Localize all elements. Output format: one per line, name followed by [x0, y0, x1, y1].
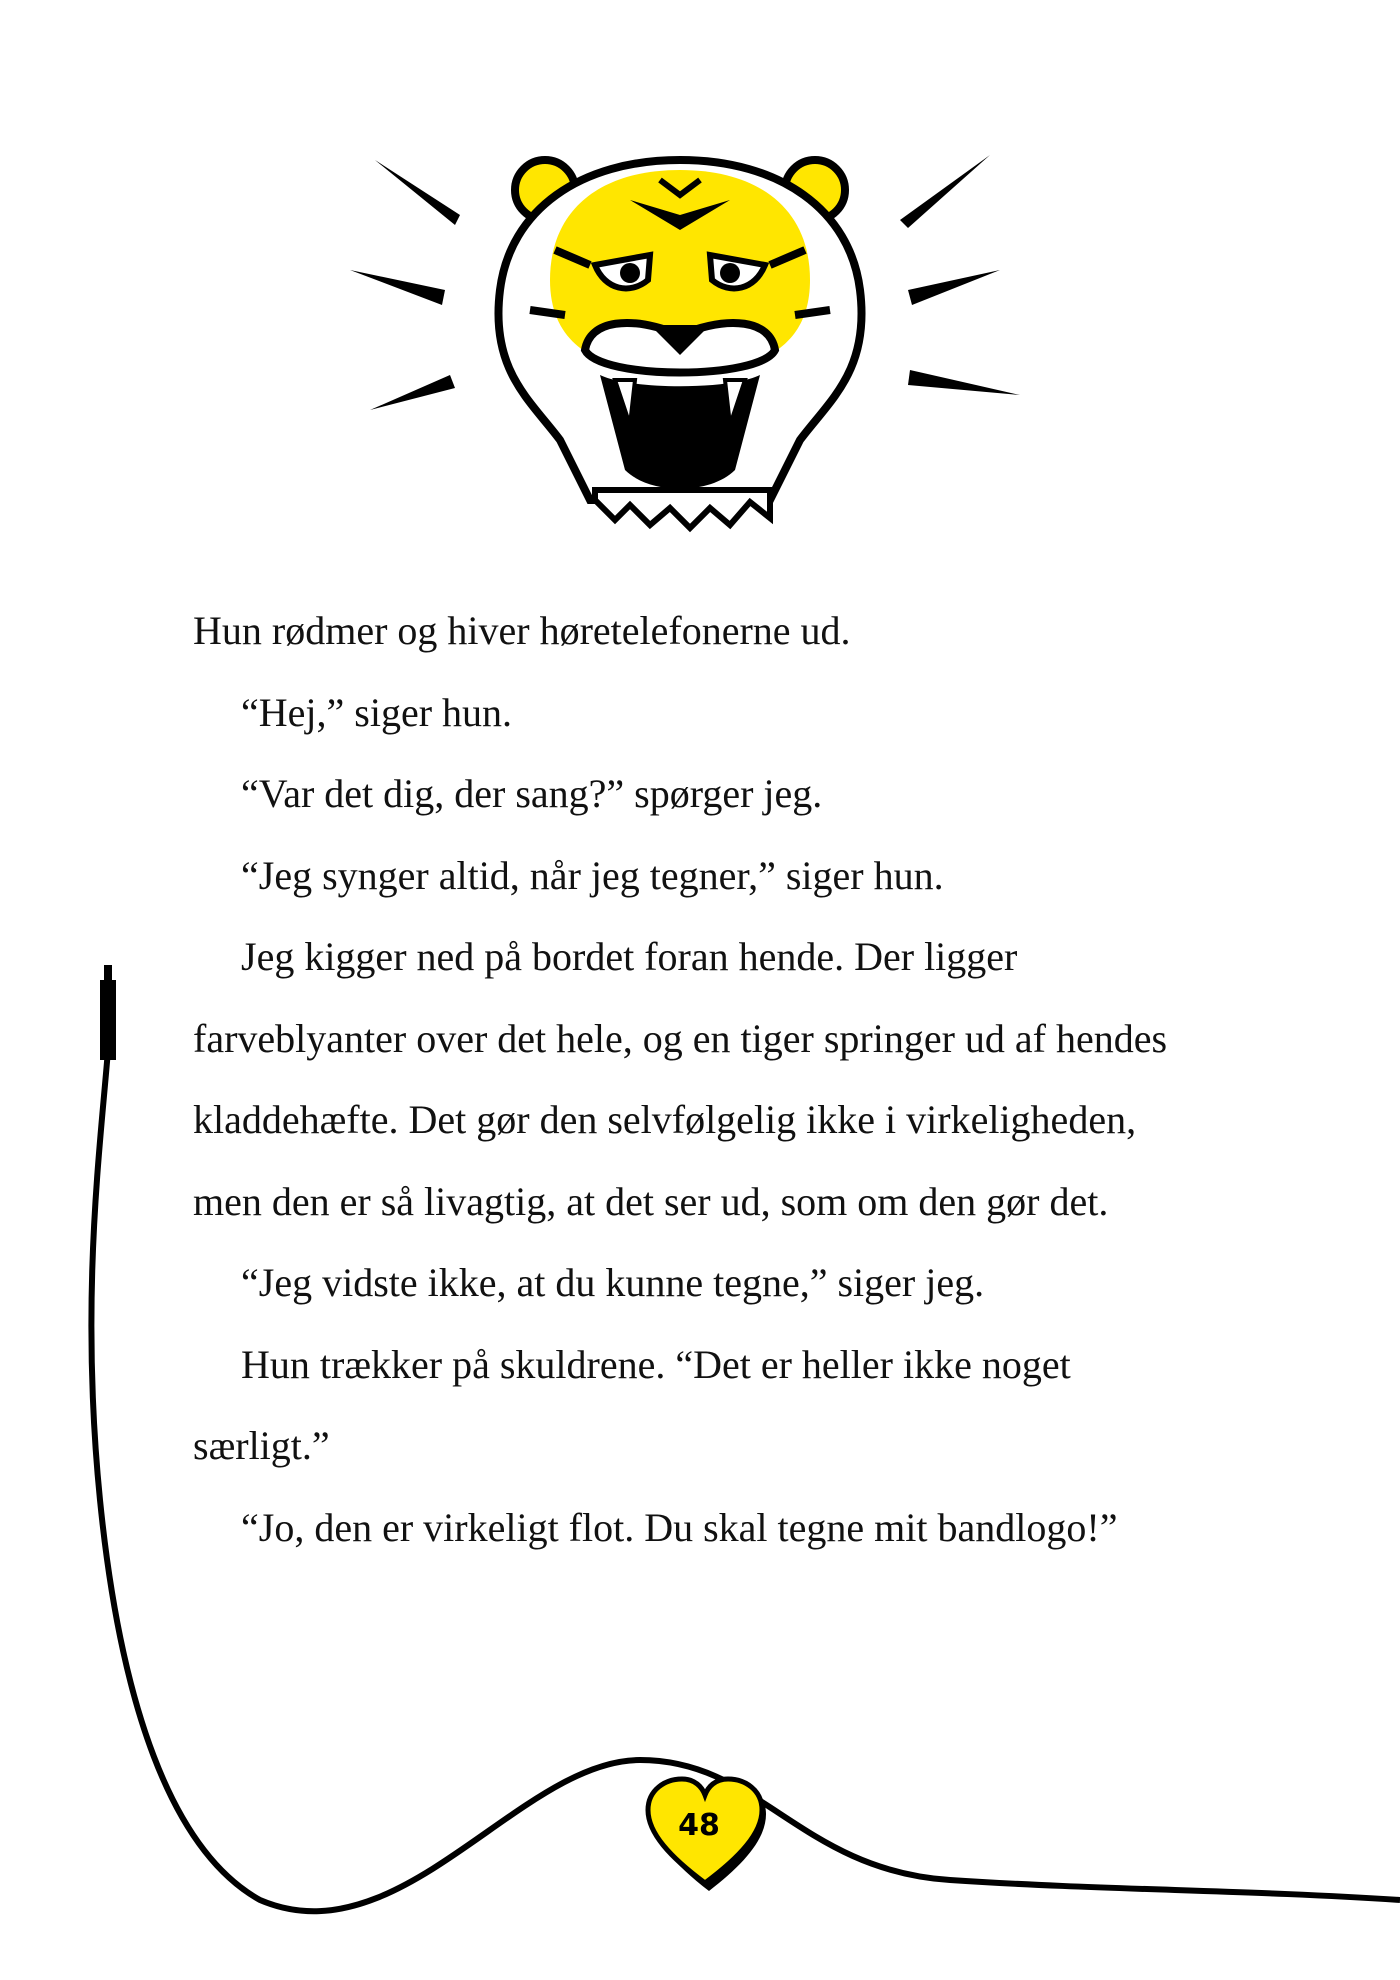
- paragraph: “Jeg synger altid, når jeg tegner,” siger hun.: [241, 852, 944, 898]
- roaring-tiger-head-icon: [330, 140, 1050, 560]
- paragraph: Hun trækker på skuldrene. “Det er heller ikke noget særligt.”: [193, 1341, 1071, 1468]
- page-number: 48: [678, 1808, 720, 1843]
- paragraph: Hun rødmer og hiver høretelefonerne ud.: [193, 608, 851, 653]
- paragraph: Jeg kigger ned på bordet foran hende. Der ligger farveblyanter over det hele, og en tiger springer ud af hendes kladdehæfte. Det gør den selvfølgelig ikke i virkeligheden, men den er så livagtig, at det ser ud, som om den gør det.: [193, 934, 1168, 1224]
- paragraph: “Var det dig, der sang?” spørger jeg.: [241, 771, 823, 816]
- paragraph: “Jo, den er virkeligt flot. Du skal tegne mit bandlogo!”: [241, 1504, 1118, 1550]
- story-text: [193, 590, 1213, 1568]
- paragraph: “Jeg vidste ikke, at du kunne tegne,” siger jeg.: [241, 1260, 985, 1305]
- paragraph: “Hej,” siger hun.: [241, 689, 513, 735]
